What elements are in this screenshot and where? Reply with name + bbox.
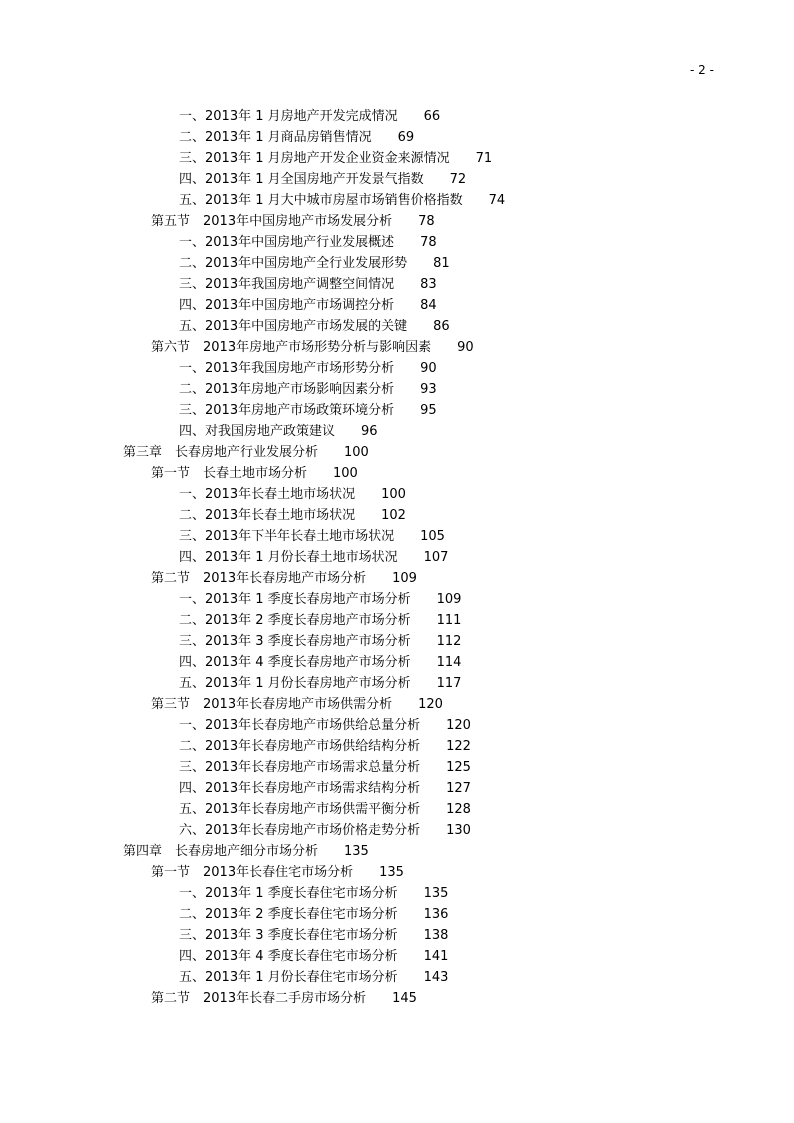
toc-entry-chapter[interactable] (0, 841, 794, 862)
toc-entry-title: 四、2013年 4 季度长春房地产市场分析 (179, 655, 411, 670)
toc-entry-title: 六、2013年长春房地产市场价格走势分析 (179, 823, 421, 838)
toc-entry-item[interactable] (0, 253, 794, 274)
toc-entry-title: 第四章 长春房地产细分市场分析 (123, 844, 319, 859)
toc-entry-page-number: 83 (420, 277, 437, 292)
toc-entry-page-number: 136 (423, 907, 449, 922)
toc-entry-page-number: 69 (397, 130, 415, 145)
toc-entry-title: 二、2013年长春土地市场状况 (179, 508, 356, 523)
toc-entry-title: 四、2013年 1 月全国房地产开发景气指数 (179, 172, 424, 187)
toc-entry-page-number: 84 (420, 298, 437, 313)
toc-entry-item[interactable] (0, 778, 794, 799)
toc-entry-item[interactable] (0, 505, 794, 526)
toc-entry-title: 第一节 2013年长春住宅市场分析 (151, 865, 354, 880)
toc-entry-item[interactable] (0, 736, 794, 757)
toc-entry-page-number: 90 (420, 361, 437, 376)
toc-entry-page-number: 141 (423, 949, 449, 964)
toc-entry-page-number: 128 (446, 802, 471, 817)
toc-entry-item[interactable] (0, 127, 794, 148)
toc-entry-page-number: 143 (423, 970, 449, 985)
toc-entry-item[interactable] (0, 904, 794, 925)
toc-entry-page-number: 120 (418, 697, 443, 712)
toc-entry-page-number: 135 (423, 886, 449, 901)
toc-entry-section[interactable] (0, 694, 794, 715)
toc-entry-item[interactable] (0, 379, 794, 400)
toc-entry-page-number: 130 (446, 823, 471, 838)
toc-entry-item[interactable] (0, 946, 794, 967)
toc-entry-item[interactable] (0, 106, 794, 127)
toc-entry-title: 三、2013年我国房地产调整空间情况 (179, 277, 395, 292)
toc-entry-page-number: 93 (420, 382, 437, 397)
toc-entry-title: 第二节 2013年长春房地产市场分析 (151, 571, 367, 586)
toc-entry-item[interactable] (0, 232, 794, 253)
toc-entry-item[interactable] (0, 652, 794, 673)
toc-entry-page-number: 96 (361, 424, 378, 439)
toc-entry-section[interactable] (0, 211, 794, 232)
toc-entry-page-number: 72 (449, 172, 467, 187)
toc-entry-title: 一、2013年中国房地产行业发展概述 (179, 235, 395, 250)
toc-entry-item[interactable] (0, 673, 794, 694)
toc-entry-title: 第三章 长春房地产行业发展分析 (123, 445, 319, 460)
toc-entry-page-number: 117 (436, 676, 462, 691)
toc-entry-title: 一、2013年 1 月房地产开发完成情况 (179, 109, 398, 124)
toc-entry-page-number: 138 (423, 928, 449, 943)
toc-entry-title: 二、2013年 2 季度长春房地产市场分析 (179, 613, 411, 628)
toc-entry-section[interactable] (0, 337, 794, 358)
toc-entry-title: 五、2013年长春房地产市场供需平衡分析 (179, 802, 421, 817)
toc-entry-page-number: 125 (446, 760, 471, 775)
toc-entry-title: 一、2013年我国房地产市场形势分析 (179, 361, 395, 376)
toc-entry-title: 二、2013年长春房地产市场供给结构分析 (179, 739, 421, 754)
toc-entry-page-number: 100 (381, 487, 406, 502)
toc-entry-title: 三、2013年 1 月房地产开发企业资金来源情况 (179, 151, 450, 166)
toc-entry-item[interactable] (0, 715, 794, 736)
toc-entry-title: 第六节 2013年房地产市场形势分析与影响因素 (151, 340, 432, 355)
toc-entry-item[interactable] (0, 295, 794, 316)
toc-entry-item[interactable] (0, 274, 794, 295)
toc-entry-page-number: 95 (420, 403, 437, 418)
toc-entry-page-number: 122 (446, 739, 471, 754)
toc-entry-title: 五、2013年 1 月大中城市房屋市场销售价格指数 (179, 193, 463, 208)
toc-entry-item[interactable] (0, 631, 794, 652)
toc-entry-page-number: 114 (436, 655, 462, 670)
toc-entry-title: 五、2013年中国房地产市场发展的关键 (179, 319, 408, 334)
toc-entry-page-number: 81 (433, 256, 450, 271)
toc-entry-page-number: 145 (392, 991, 417, 1006)
toc-entry-title: 一、2013年 1 季度长春房地产市场分析 (179, 592, 411, 607)
toc-entry-page-number: 107 (423, 550, 449, 565)
toc-entry-item[interactable] (0, 589, 794, 610)
toc-entry-title: 四、2013年长春房地产市场需求结构分析 (179, 781, 421, 796)
toc-entry-title: 三、2013年长春房地产市场需求总量分析 (179, 760, 421, 775)
toc-entry-title: 四、2013年 1 月份长春土地市场状况 (179, 550, 398, 565)
toc-entry-section[interactable] (0, 568, 794, 589)
toc-entry-item[interactable] (0, 526, 794, 547)
toc-entry-section[interactable] (0, 988, 794, 1009)
toc-entry-title: 一、2013年长春房地产市场供给总量分析 (179, 718, 421, 733)
table-of-contents (0, 106, 794, 1009)
toc-entry-section[interactable] (0, 862, 794, 883)
toc-entry-title: 第二节 2013年长春二手房市场分析 (151, 991, 367, 1006)
toc-entry-title: 三、2013年 3 季度长春住宅市场分析 (179, 928, 398, 943)
toc-entry-page-number: 135 (344, 844, 369, 859)
toc-entry-page-number: 109 (392, 571, 417, 586)
toc-entry-item[interactable] (0, 547, 794, 568)
page-number: - 2 - (690, 63, 714, 77)
toc-entry-item[interactable] (0, 799, 794, 820)
toc-entry-item[interactable] (0, 757, 794, 778)
toc-entry-title: 二、2013年 1 月商品房销售情况 (179, 130, 372, 145)
toc-entry-title: 三、2013年房地产市场政策环境分析 (179, 403, 395, 418)
toc-entry-item[interactable] (0, 967, 794, 988)
toc-entry-page-number: 74 (488, 193, 506, 208)
toc-entry-item[interactable] (0, 316, 794, 337)
toc-entry-page-number: 78 (420, 235, 437, 250)
toc-entry-item[interactable] (0, 400, 794, 421)
toc-entry-item[interactable] (0, 358, 794, 379)
toc-entry-page-number: 111 (436, 613, 462, 628)
toc-entry-title: 第一节 长春土地市场分析 (151, 466, 308, 481)
toc-entry-page-number: 109 (436, 592, 462, 607)
toc-entry-title: 第三节 2013年长春房地产市场供需分析 (151, 697, 393, 712)
toc-entry-page-number: 135 (379, 865, 404, 880)
toc-entry-item[interactable] (0, 925, 794, 946)
toc-entry-title: 四、2013年 4 季度长春住宅市场分析 (179, 949, 398, 964)
toc-entry-chapter[interactable] (0, 442, 794, 463)
toc-entry-title: 三、2013年 3 季度长春房地产市场分析 (179, 634, 411, 649)
toc-entry-page-number: 100 (333, 466, 358, 481)
toc-entry-page-number: 78 (418, 214, 435, 229)
toc-entry-title: 四、对我国房地产政策建议 (179, 424, 336, 439)
toc-entry-page-number: 86 (433, 319, 450, 334)
toc-entry-title: 二、2013年 2 季度长春住宅市场分析 (179, 907, 398, 922)
toc-entry-section[interactable] (0, 463, 794, 484)
toc-entry-title: 二、2013年中国房地产全行业发展形势 (179, 256, 408, 271)
toc-entry-item[interactable] (0, 148, 794, 169)
toc-entry-item[interactable] (0, 169, 794, 190)
toc-entry-title: 二、2013年房地产市场影响因素分析 (179, 382, 395, 397)
toc-entry-page-number: 71 (475, 151, 493, 166)
toc-entry-page-number: 66 (423, 109, 441, 124)
toc-entry-title: 三、2013年下半年长春土地市场状况 (179, 529, 395, 544)
toc-entry-title: 五、2013年 1 月份长春住宅市场分析 (179, 970, 398, 985)
toc-entry-page-number: 120 (446, 718, 471, 733)
toc-entry-title: 第五节 2013年中国房地产市场发展分析 (151, 214, 393, 229)
toc-entry-page-number: 100 (344, 445, 369, 460)
toc-entry-page-number: 127 (446, 781, 471, 796)
toc-entry-page-number: 112 (436, 634, 462, 649)
toc-entry-title: 四、2013年中国房地产市场调控分析 (179, 298, 395, 313)
toc-entry-item[interactable] (0, 883, 794, 904)
toc-entry-page-number: 105 (420, 529, 445, 544)
toc-entry-page-number: 102 (381, 508, 406, 523)
toc-entry-item[interactable] (0, 421, 794, 442)
toc-entry-title: 一、2013年长春土地市场状况 (179, 487, 356, 502)
toc-entry-item[interactable] (0, 190, 794, 211)
toc-entry-item[interactable] (0, 820, 794, 841)
toc-entry-title: 五、2013年 1 月份长春房地产市场分析 (179, 676, 411, 691)
toc-entry-title: 一、2013年 1 季度长春住宅市场分析 (179, 886, 398, 901)
toc-entry-page-number: 90 (457, 340, 474, 355)
toc-entry-item[interactable] (0, 610, 794, 631)
toc-entry-item[interactable] (0, 484, 794, 505)
